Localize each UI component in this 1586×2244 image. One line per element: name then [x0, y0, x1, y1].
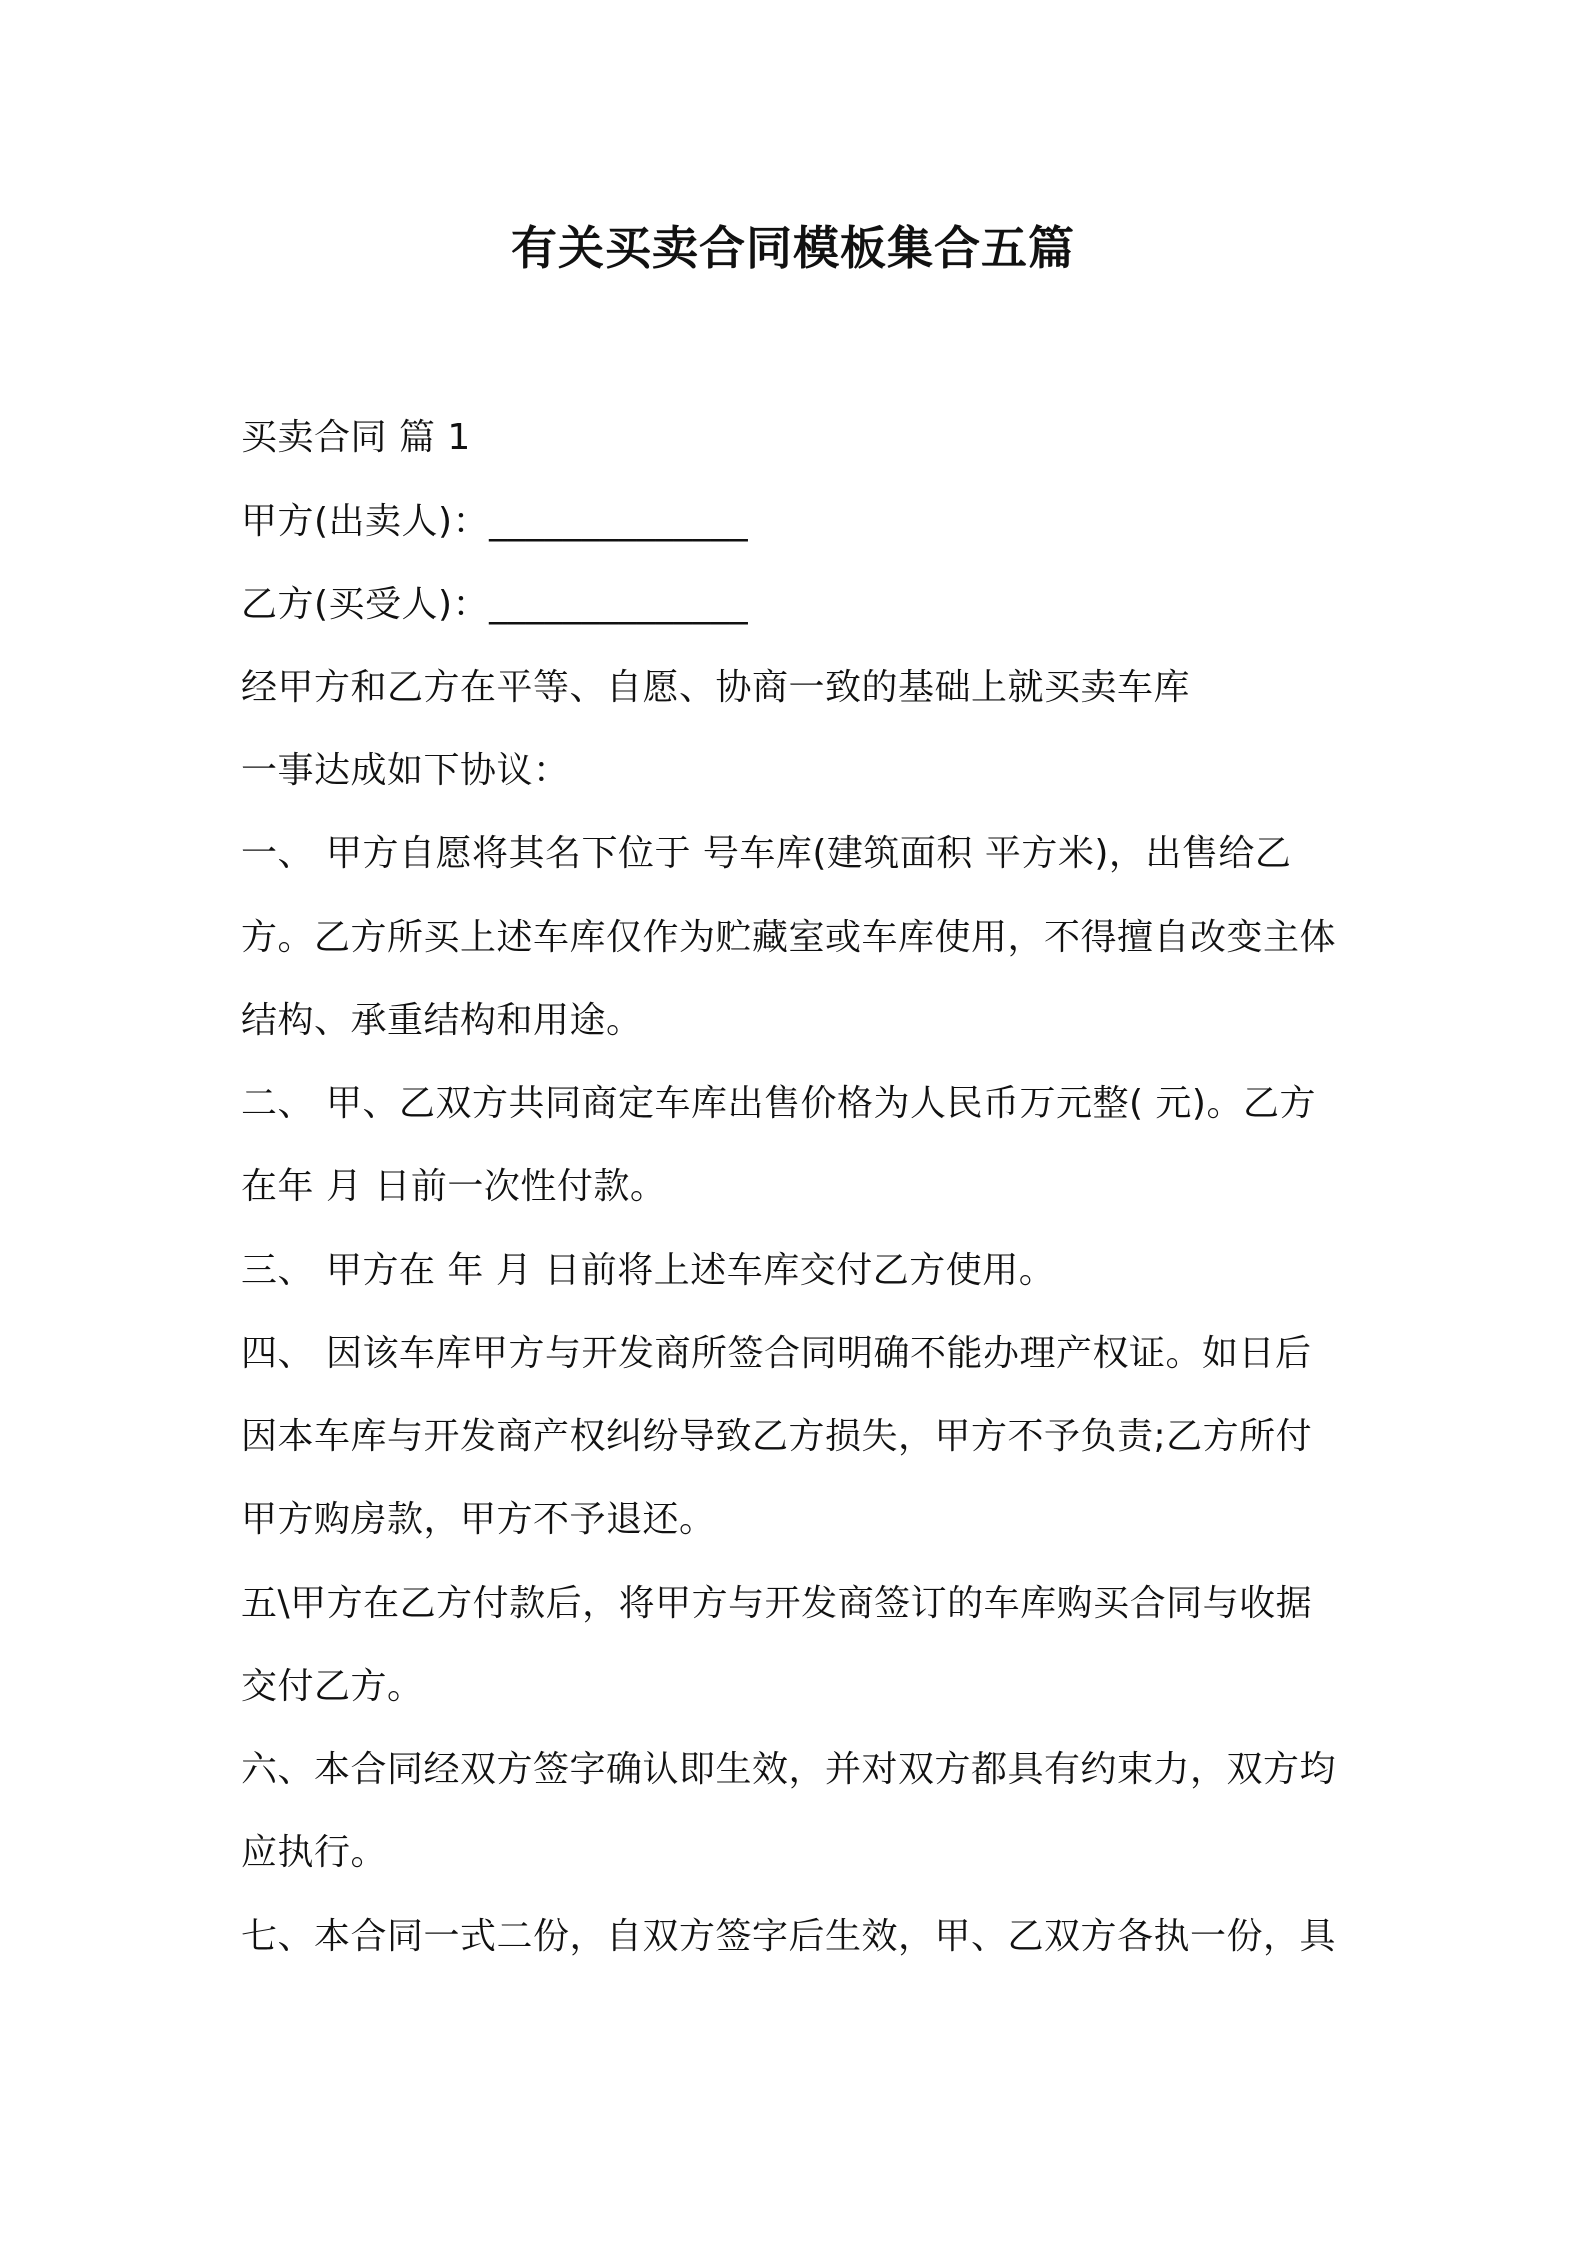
preamble-line-1: 经甲方和乙方在平等、自愿、协商一致的基础上就买卖车库 — [241, 668, 1191, 708]
clause-5-line-2: 交付乙方。 — [241, 1667, 424, 1707]
clause-3-line-1: 三、 甲方在 年 月 日前将上述车库交付乙方使用。 — [241, 1251, 1056, 1291]
clause-6-line-2: 应执行。 — [241, 1833, 388, 1873]
party-a-line: 甲方(出卖人)：______________ — [241, 502, 749, 542]
clause-2-line-2: 在年 月 日前一次性付款。 — [241, 1167, 667, 1207]
clause-4-line-1: 四、 因该车库甲方与开发商所签合同明确不能办理产权证。如日后 — [241, 1334, 1312, 1374]
clause-1-line-2: 方。乙方所买上述车库仅作为贮藏室或车库使用，不得擅自改变主体 — [241, 918, 1337, 958]
clause-5-line-1: 五\甲方在乙方付款后，将甲方与开发商签订的车库购买合同与收据 — [241, 1584, 1313, 1624]
clause-4-line-3: 甲方购房款，甲方不予退还。 — [241, 1500, 716, 1540]
clause-7-line-1: 七、本合同一式二份，自双方签字后生效，甲、乙双方各执一份，具 — [241, 1917, 1337, 1957]
party-b-line: 乙方(买受人)：______________ — [241, 585, 749, 625]
clause-2-line-1: 二、 甲、乙双方共同商定车库出售价格为人民币万元整( 元)。乙方 — [241, 1084, 1316, 1124]
clause-4-line-2: 因本车库与开发商产权纠纷导致乙方损失，甲方不予负责;乙方所付 — [241, 1417, 1313, 1457]
section-heading: 买卖合同 篇 1 — [241, 418, 471, 458]
clause-6-line-1: 六、本合同经双方签字确认即生效，并对双方都具有约束力，双方均 — [241, 1750, 1337, 1790]
clause-1-line-1: 一、 甲方自愿将其名下位于 号车库(建筑面积 平方米)，出售给乙 — [241, 834, 1292, 874]
clause-1-line-3: 结构、承重结构和用途。 — [241, 1001, 643, 1041]
preamble-line-2: 一事达成如下协议： — [241, 751, 570, 791]
document-title: 有关买卖合同模板集合五篇 — [511, 221, 1075, 275]
